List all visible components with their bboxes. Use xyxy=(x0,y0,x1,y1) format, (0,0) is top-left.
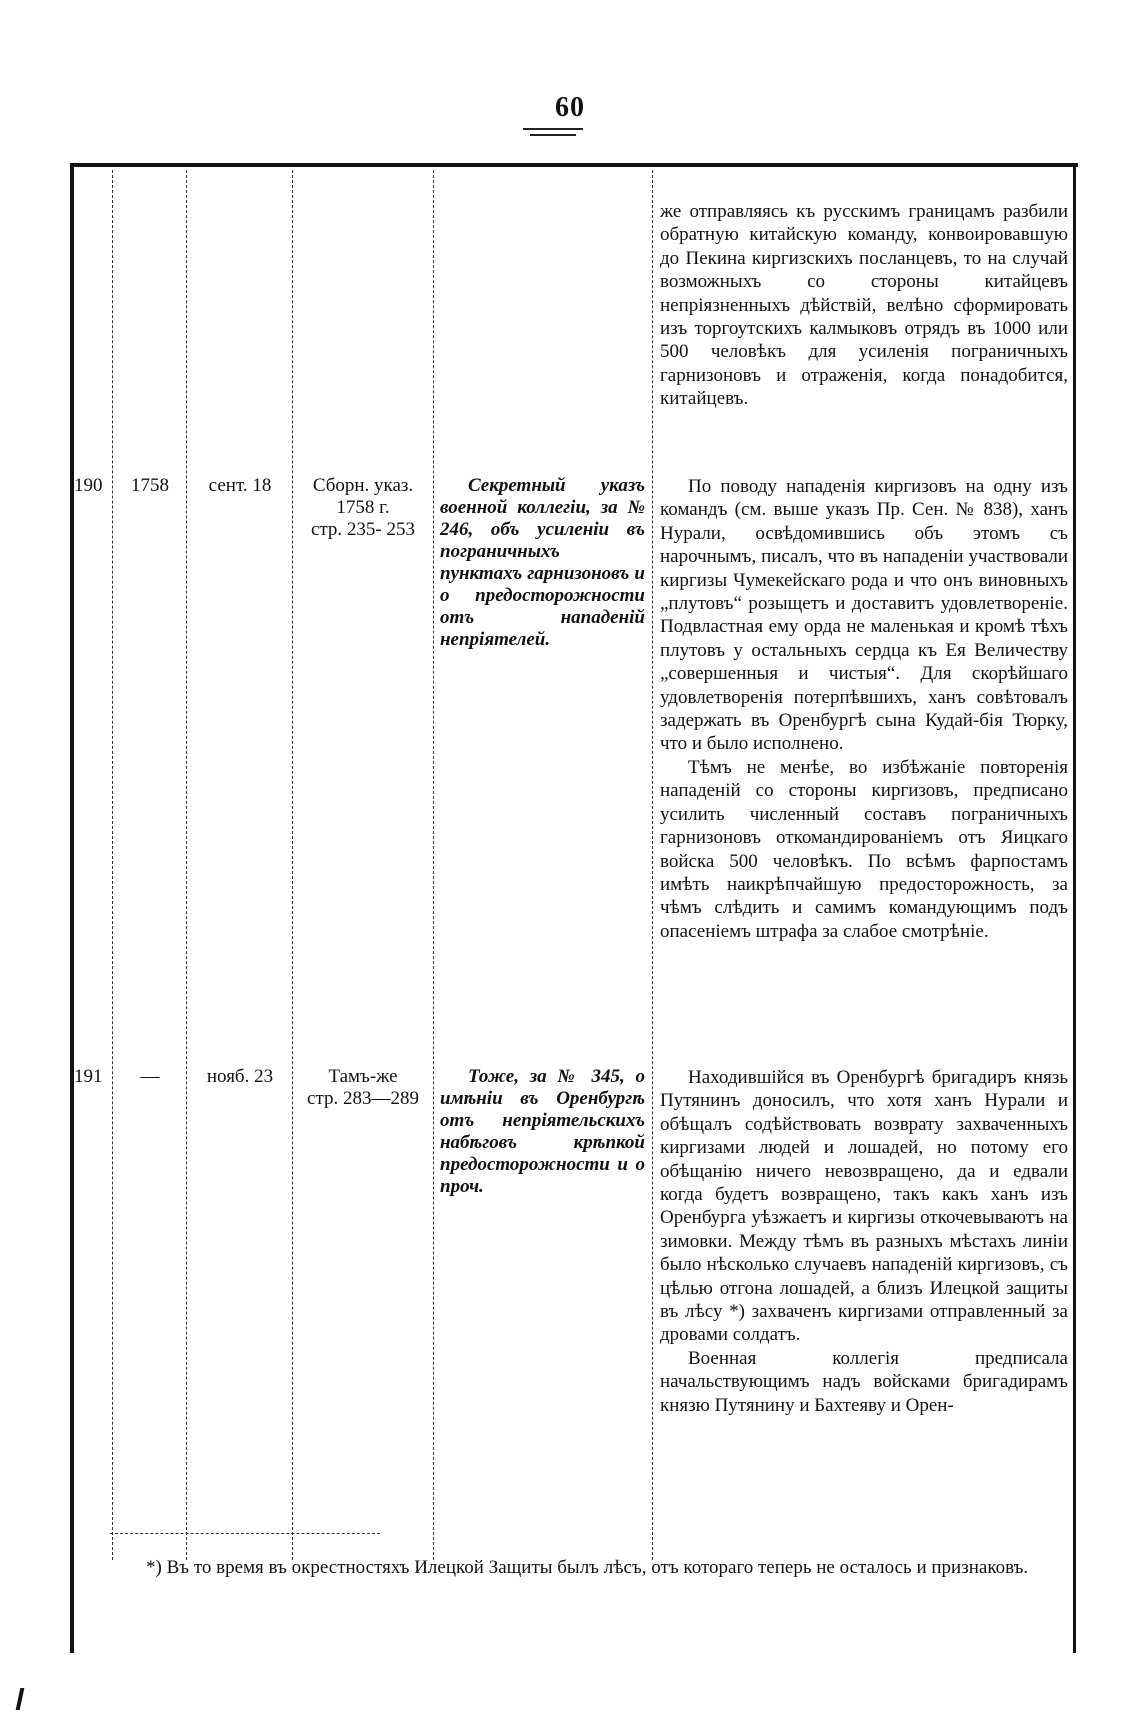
entry-date: нояб. 23 xyxy=(206,1066,274,1087)
page-number: 60 xyxy=(555,92,585,123)
table-left-rule xyxy=(70,163,74,1653)
entry-source xyxy=(294,1066,432,1110)
column-divider xyxy=(186,170,187,1560)
continuation-text xyxy=(660,200,1068,411)
entry-year: — xyxy=(140,1066,160,1087)
page-number-underline-2 xyxy=(530,134,576,136)
column-divider xyxy=(433,170,434,1560)
continuation-paragraph: же отправляясь къ русскимъ границамъ разбили обратную китайскую команду, конвоировавшую до Пекина киргизскихъ посланцевъ, то на случай возможныхъ со стороны китайцевъ непріязненныхъ дѣйствій, велѣно сформировать изъ торгоутскихъ калмыковъ отрядъ въ 1000 или 500 человѣкъ для усиленія пограничныхъ гарнизоновъ и отраженія, когда понадобится, китайцевъ. xyxy=(660,201,1068,410)
margin-mark xyxy=(16,1688,25,1710)
source-line: стр. 283—289 xyxy=(307,1088,419,1109)
source-line: Тамъ-же xyxy=(328,1066,398,1087)
table-top-rule xyxy=(70,163,1078,167)
entry-decree: Тоже, за № 345, о имѣніи въ Оренбургѣ отъ непріятельскихъ набѣговъ крѣпкой предосторожности и о проч. xyxy=(440,1066,645,1197)
entry-number: 190 xyxy=(74,475,103,496)
page-number-underline xyxy=(523,128,583,130)
column-divider xyxy=(292,170,293,1560)
source-line: 1758 г. xyxy=(336,497,390,518)
entry-number: 191 xyxy=(74,1066,103,1087)
table-right-rule xyxy=(1073,163,1076,1653)
entry-text xyxy=(660,475,1068,943)
entry-year: 1758 xyxy=(131,475,169,496)
entry-paragraph: Тѣмъ не менѣе, во избѣжаніе повторенія нападеній со стороны киргизовъ, предписано усилить численный составъ пограничныхъ гарнизоновъ откомандированіемъ отъ Яицкаго войска 500 человѣкъ. По всѣмъ фарпостамъ имѣть наикрѣпчайшую предосторожность, за чѣмъ слѣдить и самимъ командующимъ подъ опасеніемъ штрафа за слабое смотрѣніе. xyxy=(660,756,1068,942)
source-line: стр. 235- 253 xyxy=(310,519,416,540)
entry-paragraph: Находившійся въ Оренбургѣ бригадиръ князь Путянинъ доносилъ, что хотя ханъ Нурали и обѣщалъ содѣйствовать возврату захваченныхъ киргизами людей и лошадей, но потому его обѣщанію ничего невозвращено, да и едвали когда будетъ возвращено, такъ какъ ханъ изъ Оренбурга уѣзжаетъ и киргизы откочевываютъ на зимовки. Между тѣмъ въ разныхъ мѣстахъ линіи было нѣсколько случаевъ нападеній киргизовъ, съ цѣлью отгона лошадей, а близъ Илецкой защиты въ лѣсу *) захваченъ киргизами отправленный за дровами солдатъ. xyxy=(660,1067,1068,1346)
entry-text xyxy=(660,1066,1068,1417)
column-divider xyxy=(652,170,653,1560)
source-line: Сборн. указ. xyxy=(312,475,414,496)
footnote: *) Въ то время въ окрестностяхъ Илецкой Защиты былъ лѣсъ, отъ котораго теперь не осталось и признаковъ. xyxy=(146,1557,1029,1578)
entry-decree: Секретный указъ военной коллегіи, за № 246, объ усиленіи въ пограничныхъ пунктахъ гарнизоновъ и о предосторожности отъ нападеній непріятелей. xyxy=(440,475,645,650)
entry-source xyxy=(294,475,432,541)
entry-paragraph: По поводу нападенія киргизовъ на одну изъ командъ (см. выше указъ Пр. Сен. № 838), ханъ Нурали, освѣдомившись объ этомъ съ нарочнымъ, писалъ, что въ нападеніи участвовали киргизы Чумекейскаго рода и что онъ виновныхъ „плутовъ“ розыщетъ и доставитъ удовлетвореніе. Подвластная ему орда не маленькая и кромѣ тѣхъ плутовъ у остальныхъ сердца къ Ея Величеству „совершенныя и чистыя“. Для скорѣйшаго удовлетворенія потерпѣвшихъ, ханъ совѣтовалъ задержать въ Оренбургѣ сына Кудай-бія Тюрку, что и было исполнено. xyxy=(660,476,1068,755)
footnote-rule xyxy=(110,1533,380,1534)
column-divider xyxy=(112,170,113,1560)
entry-date: сент. 18 xyxy=(208,475,272,496)
entry-paragraph: Военная коллегія предписала начальствующимъ надъ войсками бригадирамъ князю Путянину и Бахтеяву и Орен- xyxy=(660,1347,1068,1416)
